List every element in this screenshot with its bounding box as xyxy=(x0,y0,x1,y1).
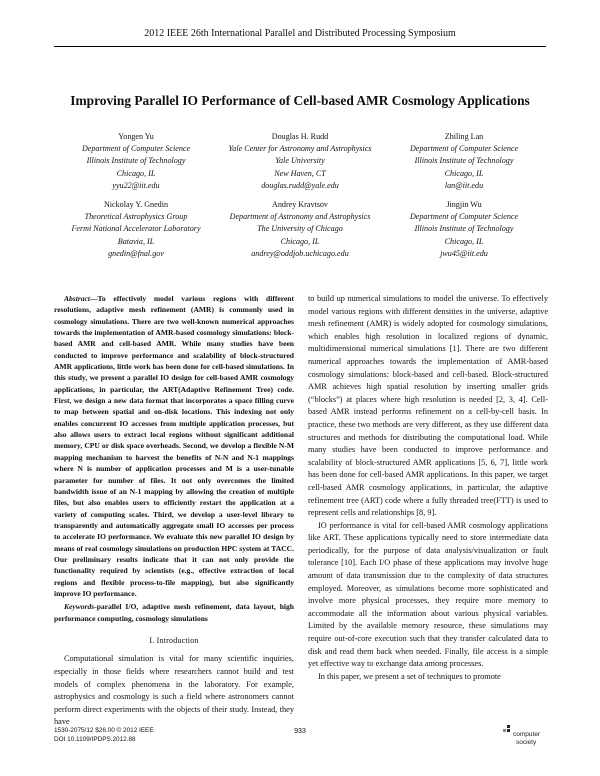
author-email: andrey@oddjob.uchicago.edu xyxy=(251,248,349,258)
abstract-label: Abstract xyxy=(64,294,90,303)
author-name: Yongen Yu xyxy=(118,132,154,141)
author-affiliation: Department of Astronomy and Astrophysics xyxy=(229,212,371,222)
author-block xyxy=(218,199,382,260)
author-block xyxy=(54,131,218,192)
logo-text-top: computer xyxy=(513,731,541,738)
author-name: Douglas H. Rudd xyxy=(271,132,329,141)
header-rule xyxy=(54,46,546,47)
author-location: Chicago, IL xyxy=(280,236,320,246)
author-affiliation: Yale Center for Astronomy and Astrophysics xyxy=(228,144,372,154)
author-email: lan@iit.edu xyxy=(444,180,484,190)
intro-paragraph-3: IO performance is vital for cell-based AMR cosmology applications like ART. These applications typically need to store intermediate data periodically, for the purpose of data analysis/visualization or fault tolerance [10]. Each I/O phase of these applications may involve huge amount of data transmission due to the complexity of data structures employed. Moreover, as simulations become more sophisticated and involve more physical processes, they require more memory to accommodate all the information about various physical variables. Limited by the available memory resource, these simulations may require out-of-core execution such that they transfer calculated data to disk and read them back when needed. Finally, file access is a simple yet effective way to exchange data among processes. xyxy=(308,520,548,669)
author-affiliation: Department of Computer Science xyxy=(409,212,519,222)
author-block xyxy=(382,199,546,260)
issn-line: 1530-2075/12 $26.00 © 2012 IEEE xyxy=(54,727,154,734)
author-row-2 xyxy=(54,199,546,260)
keywords-label: Keywords xyxy=(64,602,95,612)
computer-society-logo xyxy=(502,724,544,748)
doi-line: DOI 10.1109/IPDPS.2012.88 xyxy=(54,735,136,743)
author-affiliation: Theoretical Astrophysics Group xyxy=(84,212,188,222)
author-affiliation: Illinois Institute of Technology xyxy=(414,156,514,166)
logo-text-bottom: society xyxy=(516,739,537,746)
author-name: Jingjin Wu xyxy=(446,200,482,209)
author-email: yyu22@iit.edu xyxy=(112,180,160,190)
author-location: Chicago, IL xyxy=(444,236,484,246)
abstract xyxy=(54,293,294,599)
right-column xyxy=(308,293,548,683)
author-block xyxy=(382,131,546,192)
author-affiliation: Fermi National Accelerator Laboratory xyxy=(71,224,201,234)
conference-header: 2012 IEEE 26th International Parallel and Distributed Processing Symposium xyxy=(144,28,456,39)
author-row-1 xyxy=(54,131,546,192)
intro-paragraph-1: Computational simulation is vital for many scientific inquiries, especially in those fields where researchers cannot build and test models of complex phenomena in the laboratory. For example, astrophysics and cosmology is such a field where astronomers cannot perform direct experiments with the objects of their study. Instead, they have xyxy=(54,654,294,727)
author-name: Zhiling Lan xyxy=(444,132,484,141)
author-affiliation: Illinois Institute of Technology xyxy=(86,156,186,166)
author-location: Chicago, IL xyxy=(444,168,484,178)
paper-title: Improving Parallel IO Performance of Cell-based AMR Cosmology Applications xyxy=(70,93,530,108)
section-heading: I. Introduction xyxy=(149,635,199,645)
author-name: Andrey Kravtsov xyxy=(272,200,328,209)
author-affiliation: Illinois Institute of Technology xyxy=(414,224,514,234)
author-email: gnedin@fnal.gov xyxy=(108,248,164,258)
left-column xyxy=(54,293,294,729)
computer-society-logo-icon xyxy=(502,724,544,748)
author-affiliation: Department of Computer Science xyxy=(409,144,519,154)
abstract-text: —To effectively model various regions with different resolutions, adaptive mesh refinement (AMR) is commonly used in cosmology simulations. There are two well-known numerical approaches towards the implementation of AMR-based cosmology simulations: block-based AMR and cell-based AMR. While many studies have been conducted to improve performance and scalability of block-structured AMR applications, little work has been done for cell-based simulations. In this study, we present a parallel IO design for cell-based AMR cosmology applications, in particular, the ART(Adaptive Refinement Tree) code. First, we design a new data format that incorporates a space filling curve to map between spatial and on-disk locations. This indexing not only enables concurrent IO accesses from multiple application processes, but also allows users to extract local regions without significant additional memory, CPU or disk space overheads. Second, we develop a flexible N-M mapping mechanism to harvest the benefits of N-N and N-1 mappings where N is number of application processes and M is a user-tunable parameter for number of files. It not only overcomes the limited bandwidth issue of an N-1 mapping by allowing the creation of multiple files, but also enables users to efficiently restart the application at a variety of computing scales. Third, we develop a user-level library to transparently and automatically aggregate small IO accesses per process to accelerate IO performance. We evaluate this new parallel IO design by means of real cosmology simulations on production HPC system at TACC. Our preliminary results indicate that it can not only provide the functionality required by scientists (e.g., effective extraction of local regions and flexible process-to-file mapping), but also significantly improve IO performance. xyxy=(54,294,294,598)
author-affiliation: Department of Computer Science xyxy=(81,144,191,154)
author-name: Nickolay Y. Gnedin xyxy=(103,200,169,209)
page-number: 933 xyxy=(294,728,306,735)
intro-paragraph-4: In this paper, we present a set of techniques to promote xyxy=(318,671,501,681)
author-block xyxy=(54,199,218,260)
keywords xyxy=(54,601,294,624)
author-affiliation: Yale University xyxy=(275,156,325,166)
author-email: douglas.rudd@yale.edu xyxy=(261,180,339,190)
author-location: New Haven, CT xyxy=(274,168,326,178)
author-location: Chicago, IL xyxy=(116,168,156,178)
author-location: Batavia, IL xyxy=(117,236,155,246)
author-block xyxy=(218,131,382,192)
keywords-text: -parallel I/O, adaptive mesh refinement, data layout, high performance computing, cosmology simulations xyxy=(54,602,294,623)
intro-paragraph-2: to build up numerical simulations to model the universe. To effectively model various regions with different densities in the universe, adaptive mesh refinement (AMR) is widely adopted for cosmology simulations, which enables high resolution in localized regions of dynamic, multidimensional numerical simulations [1]. There are two different numerical approaches towards the implementation of AMR-based cosmology simulations: block-based and cell-based. Block-structured AMR achieves high spatial resolution by inserting smaller grids (“blocks”) at places where high resolution is needed [2, 3, 4]. Cell-based AMR instead performs refinement on a cell-by-cell basis. In practice, these two methods are very different, as they use different data structures and methods for distributing the computational load. While many studies have been conducted to improve performance and scalability of block-structured AMR applications [5, 6, 7], little work has been done for cell-based AMR applications. In this paper, we target cell-based AMR cosmology applications, in particular, the adaptive refinement tree (ART) code where a fully threaded tree(FTT) is used to represent cells and relationships [8, 9]. xyxy=(308,294,548,518)
author-affiliation: The University of Chicago xyxy=(257,224,343,234)
author-email: jwu45@iit.edu xyxy=(440,248,488,258)
